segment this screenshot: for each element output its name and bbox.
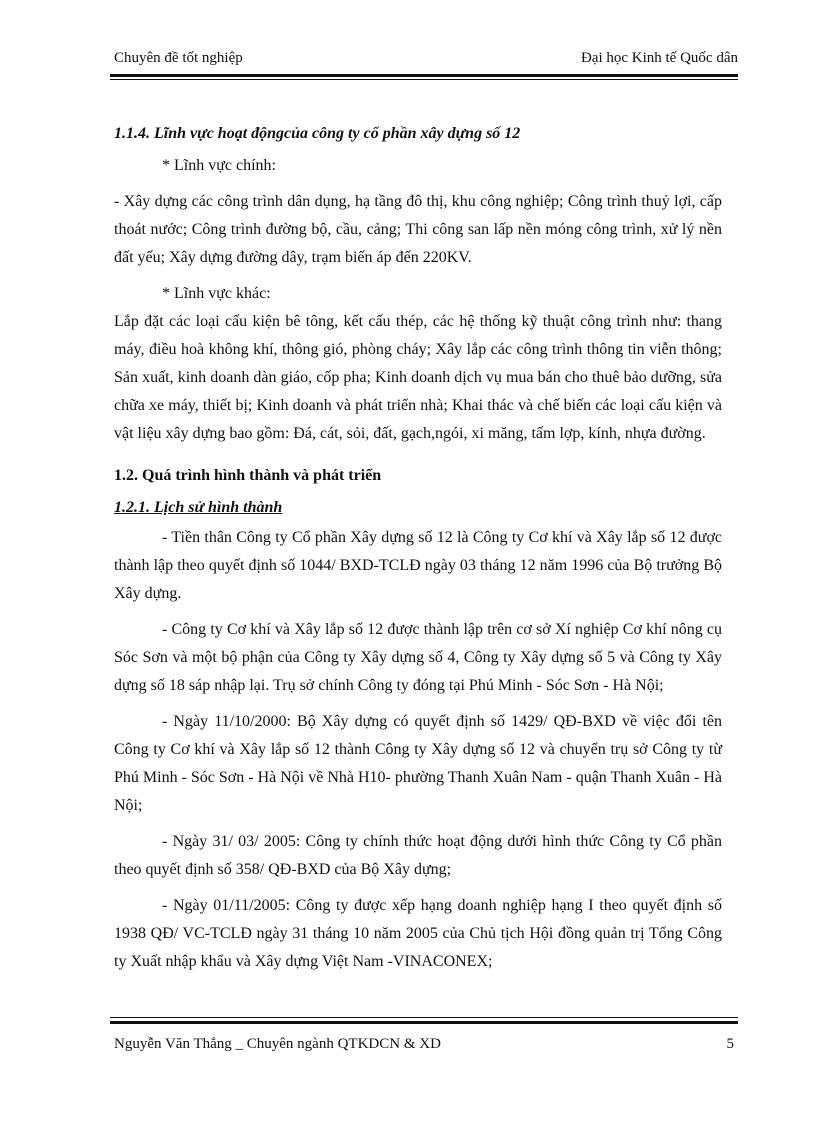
other-fields-label: * Lĩnh vực khác: bbox=[162, 285, 271, 302]
history-paragraph: - Ngày 31/ 03/ 2005: Công ty chính thức hoạt động dưới hình thức Công ty Cổ phần theo quyết định số 358/ QĐ-BXD của Bộ Xây dựng; bbox=[114, 833, 722, 878]
history-paragraph: - Ngày 01/11/2005: Công ty được xếp hạng doanh nghiệp hạng I theo quyết định số 1938 QĐ/ VC-TCLĐ ngày 31 tháng 10 năm 2005 của Chủ tịch Hội đồng quản trị Tổng Công ty Xuất nhập khẩu và Xây dựng Việt Nam -VINACONEX; bbox=[114, 897, 722, 970]
page-body bbox=[114, 120, 722, 976]
section-1-1-4-heading: 1.1.4. Lĩnh vực hoạt độngcủa công ty cổ phần xây dựng số 12 bbox=[114, 125, 521, 142]
history-paragraph: - Tiền thân Công ty Cổ phần Xây dựng số 12 là Công ty Cơ khí và Xây lắp số 12 được thành lập theo quyết định số 1044/ BXD-TCLĐ ngày 03 tháng 12 năm 1996 của Bộ trưởng Bộ Xây dựng. bbox=[114, 529, 722, 602]
section-1-2-heading: 1.2. Quá trình hình thành và phát triển bbox=[114, 467, 382, 484]
header-right-text: Đại học Kinh tế Quốc dân bbox=[580, 50, 738, 66]
main-fields-label: * Lĩnh vực chính: bbox=[162, 157, 276, 174]
page-number: 5 bbox=[726, 1036, 734, 1052]
history-paragraph: - Công ty Cơ khí và Xây lắp số 12 được thành lập trên cơ sở Xí nghiệp Cơ khí nông cụ Sóc Sơn và một bộ phận của Công ty Xây dựng số 4, Công ty Xây dựng số 5 và Công ty Xây dựng số 18 sáp nhập lại. Trụ sở chính Công ty đóng tại Phú Minh - Sóc Sơn - Hà Nội; bbox=[114, 621, 722, 694]
header-rule-thick bbox=[110, 74, 738, 77]
main-fields-paragraph: - Xây dựng các công trình dân dụng, hạ tầng đô thị, khu công nghiệp; Công trình thuỷ lợi, cấp thoát nước; Công trình đường bộ, cầu, cảng; Thi công san lấp nền móng công trình, xử lý nền đất yếu; Xây dựng đường dây, trạm biến áp đến 220KV. bbox=[114, 193, 722, 266]
footer-rule-thick bbox=[110, 1021, 738, 1024]
page-footer bbox=[114, 1036, 734, 1058]
footer-author-text: Nguyễn Văn Thắng _ Chuyên ngành QTKDCN & XD bbox=[114, 1036, 441, 1052]
other-fields-paragraph: Lắp đặt các loại cấu kiện bê tông, kết cấu thép, các hệ thống kỹ thuật công trình như: thang máy, điều hoà không khí, thông gió, phòng cháy; Xây lắp các công trình thông tin viễn thông; Sản xuất, kinh doanh dàn giáo, cốp pha; Kinh doanh dịch vụ mua bán cho thuê bảo dưỡng, sửa chữa xe máy, thiết bị; Kinh doanh và phát triển nhà; Khai thác và chế biến các loại cấu kiện và vật liệu xây dựng bao gồm: Đá, cát, sỏi, đất, gạch,ngói, xi măng, tấm lợp, kính, nhựa đường. bbox=[114, 313, 722, 442]
header-rule-thin bbox=[110, 79, 738, 80]
history-paragraph: - Ngày 11/10/2000: Bộ Xây dựng có quyết định số 1429/ QĐ-BXD về việc đổi tên Công ty Cơ khí và Xây lắp số 12 thành Công ty Xây dựng số 12 và chuyển trụ sở Công ty từ Phú Minh - Sóc Sơn - Hà Nội về Nhà H10- phường Thanh Xuân Nam - quận Thanh Xuân - Hà Nội; bbox=[114, 713, 723, 814]
page-header bbox=[114, 50, 738, 72]
section-1-2-1-heading: 1.2.1. Lịch sử hình thành bbox=[114, 499, 283, 516]
footer-rule-thin bbox=[110, 1017, 738, 1018]
header-left-text: Chuyên đề tốt nghiệp bbox=[114, 50, 243, 66]
